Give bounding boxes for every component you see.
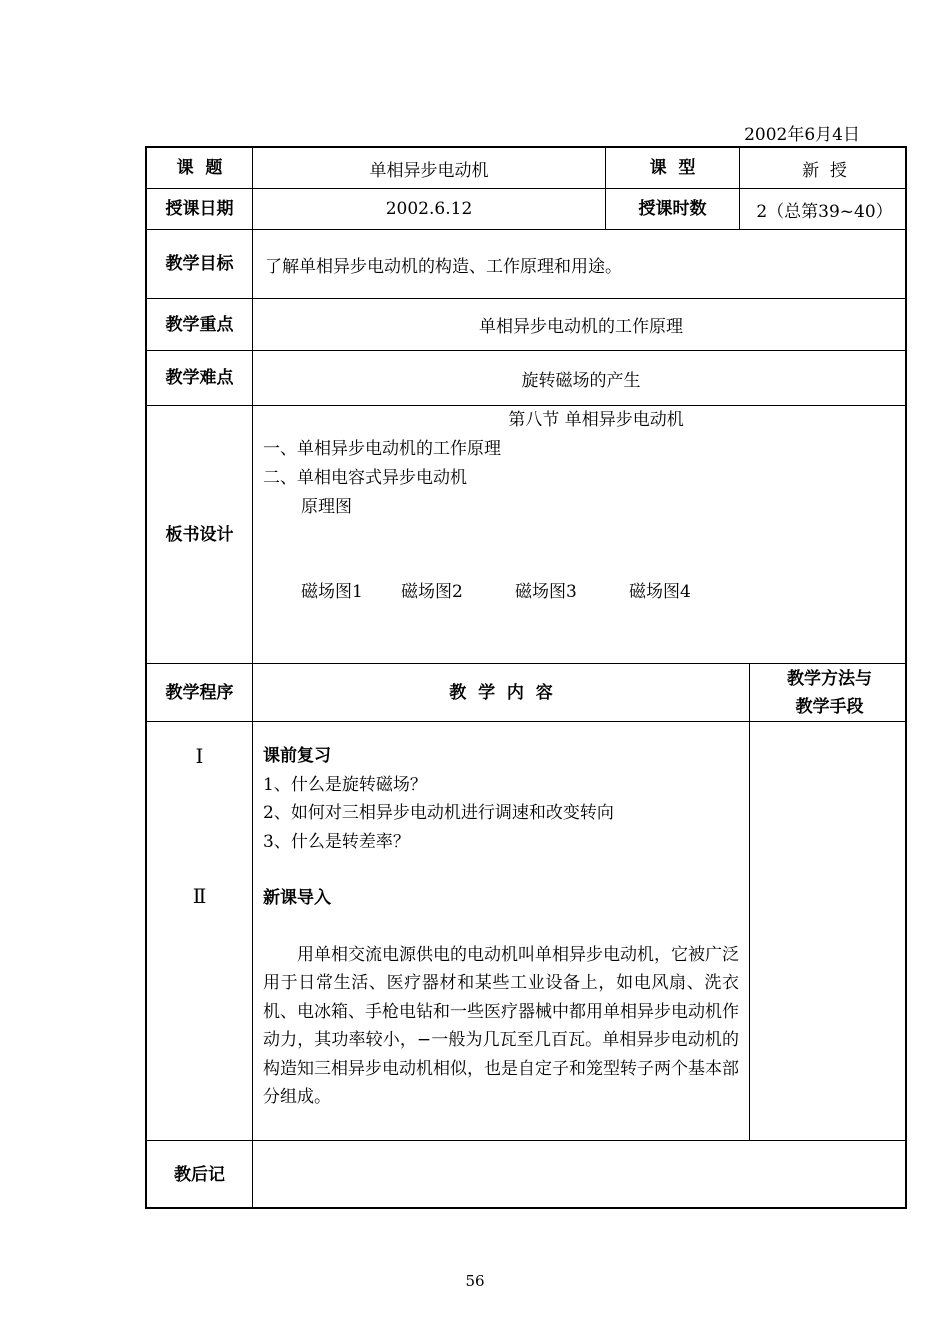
goal-label: 教学目标 (165, 254, 234, 274)
key-point-value: 单相异步电动机的工作原理 (252, 299, 909, 350)
method-header-line-1: 教学方法与 (787, 668, 872, 689)
difficulty-row (147, 351, 905, 406)
board-field-2: 磁场图2 (401, 582, 463, 602)
review-question-1: 1、什么是旋转磁场？ (263, 774, 427, 795)
hours-label: 授课时数 (605, 189, 739, 229)
hours-value: 2（总第39~40） (739, 189, 909, 229)
goal-value: 了解单相异步电动机的构造、工作原理和用途。 (252, 230, 909, 298)
page-number: 56 (465, 1272, 485, 1290)
intro-paragraph: 用单相交流电源供电的电动机叫单相异步电动机，它被广泛用于日常生活、医疗器材和某些工业设备上，如电风扇、洗衣机、电冰箱、手枪电钻和一些医疗器械中都用单相异步电动机作动力，其功率较小，−一般为几瓦至几百瓦。单相异步电动机的构造知三相异步电动机相似，也是自定子和笼型转子两个基本部分组成。 (263, 944, 739, 1107)
board-content (252, 406, 909, 663)
difficulty-label: 教学难点 (165, 368, 234, 388)
review-title: 课前复习 (263, 746, 331, 766)
board-fields (263, 578, 909, 607)
topic-label: 课 题 (176, 158, 223, 178)
procedure-body-row (147, 722, 905, 1141)
topic-row (147, 148, 905, 189)
procedure-header-row (147, 664, 905, 722)
intro-title: 新课导入 (263, 888, 331, 908)
type-label: 课 型 (605, 148, 739, 188)
content-header: 教 学 内 容 (252, 664, 749, 721)
lesson-plan-table (145, 146, 907, 1209)
type-value: 新 授 (739, 148, 909, 188)
goal-row (147, 230, 905, 299)
method-column (749, 722, 909, 1140)
board-line-2: 二、单相电容式异步电动机 (263, 468, 467, 488)
board-line-1: 一、单相异步电动机的工作原理 (263, 439, 501, 459)
board-field-4: 磁场图4 (629, 582, 691, 602)
topic-value: 单相异步电动机 (252, 148, 605, 188)
board-label: 板书设计 (165, 524, 234, 545)
date-row (147, 189, 905, 230)
step-1-marker: Ⅰ (195, 744, 204, 768)
method-header (749, 664, 909, 721)
board-field-1: 磁场图1 (301, 582, 363, 602)
review-question-3: 3、什么是转差率？ (263, 831, 410, 852)
key-point-row (147, 299, 905, 351)
board-line-3: 原理图 (301, 497, 352, 517)
procedure-label: 教学程序 (165, 682, 234, 703)
after-notes (252, 1141, 909, 1209)
after-row (147, 1141, 905, 1209)
board-title: 第八节 单相异步电动机 (508, 410, 684, 430)
date-label: 授课日期 (165, 199, 234, 219)
difficulty-value: 旋转磁场的产生 (252, 351, 909, 405)
date-value: 2002.6.12 (252, 189, 605, 229)
review-question-2: 2、如何对三相异步电动机进行调速和改变转向 (263, 803, 614, 823)
step-column (147, 722, 252, 1140)
method-header-line-2: 教学手段 (795, 696, 864, 717)
board-row (147, 406, 905, 664)
after-label: 教后记 (174, 1165, 225, 1185)
board-field-3: 磁场图3 (515, 582, 577, 602)
document-date: 2002年6月4日 (744, 125, 860, 145)
step-2-marker: Ⅱ (192, 884, 207, 908)
key-point-label: 教学重点 (165, 314, 234, 335)
procedure-content (252, 722, 749, 1140)
